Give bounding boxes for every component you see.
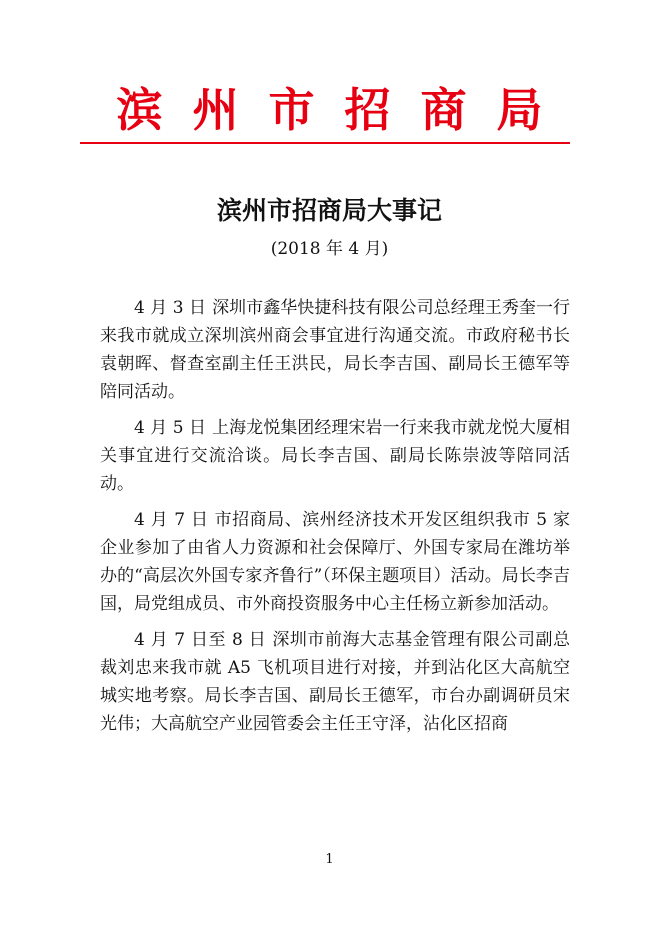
document-title: 滨州市招商局大事记: [216, 196, 442, 225]
document-subtitle: (2018 年 4 月): [270, 239, 389, 259]
entry-date: 4 月 5 日: [134, 418, 207, 438]
entry-text: 上海龙悦集团经理宋岩一行来我市就龙悦大厦相关事宜进行交流洽谈。局长李吉国、副局长陈崇波等陪同活动。: [100, 418, 571, 494]
entry-date: 4 月 3 日: [134, 298, 207, 318]
entry: [100, 626, 570, 738]
entry-date: 4 月 7 日至 8 日: [134, 630, 267, 650]
entry: [100, 506, 570, 618]
entry-text: 深圳市前海大志基金管理有限公司副总裁刘忠来我市就 A5 飞机项目进行对接，并到沾化区大高航空城实地考察。局长李吉国、副局长王德军，市台办副调研员宋光伟；大高航空产业园管委会主任王守泽，沾化区招商: [100, 630, 571, 734]
entry: [100, 414, 570, 498]
entry-date: 4 月 7 日: [134, 510, 209, 530]
header-divider: [80, 142, 570, 144]
page-number: 1: [325, 852, 334, 867]
document-body: [100, 294, 570, 746]
entry-text: 深圳市鑫华快捷科技有限公司总经理王秀奎一行来我市就成立深圳滨州商会事宜进行沟通交流。市政府秘书长袁朝晖、督查室副主任王洪民，局长李吉国、副局长王德军等陪同活动。: [100, 298, 571, 402]
entry: [100, 294, 570, 406]
entry-text: 市招商局、滨州经济技术开发区组织我市 5 家企业参加了由省人力资源和社会保障厅、外国专家局在潍坊举办的“高层次外国专家齐鲁行”（环保主题项目）活动。局长李吉国，局党组成员、市外商投资服务中心主任杨立新参加活动。: [100, 510, 571, 614]
org-masthead: 滨州市招商局: [116, 83, 573, 137]
